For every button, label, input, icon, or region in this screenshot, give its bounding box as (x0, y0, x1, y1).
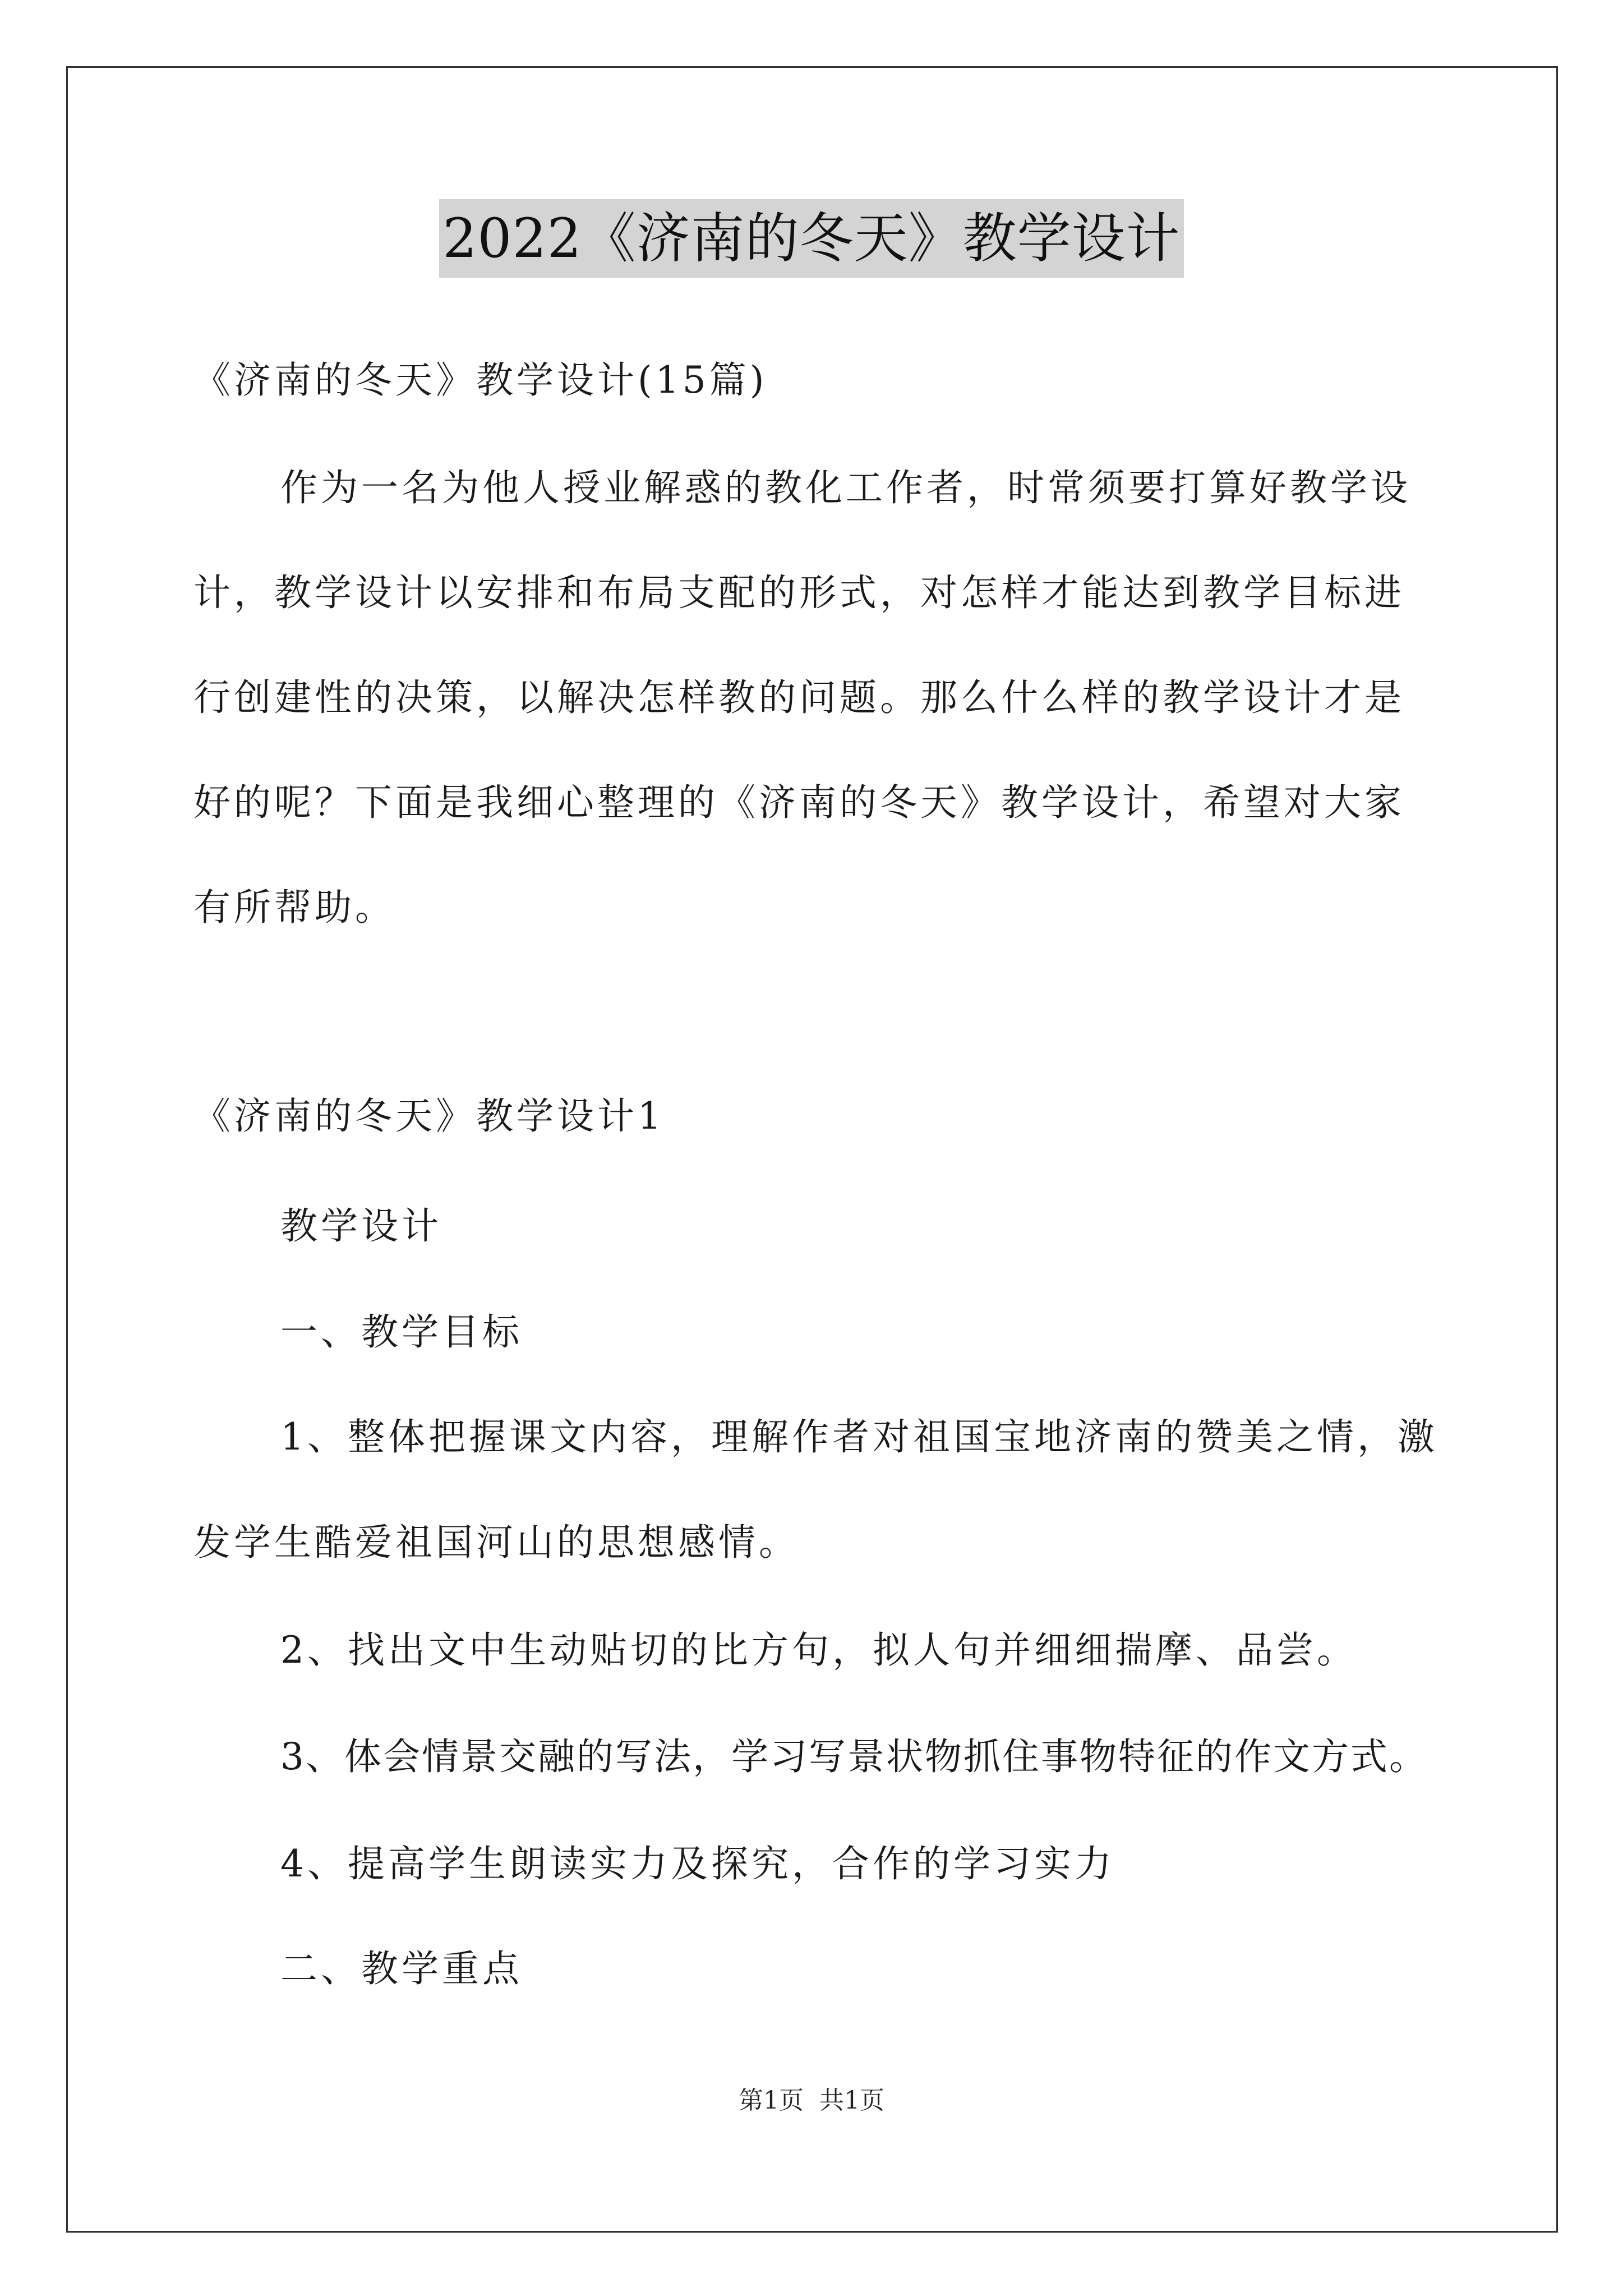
intro-line-5: 有所帮助。 (193, 886, 395, 929)
sub-heading: 教学设计 (280, 1204, 442, 1248)
page-number-total: 共1页 (819, 2086, 884, 2115)
goal-1-line-1: 1、整体把握课文内容，理解作者对祖国宝地济南的赞美之情，激 (280, 1415, 1438, 1458)
goal-2: 2、找出文中生动贴切的比方句，拟人句并细细揣摩、品尝。 (280, 1628, 1357, 1672)
goal-1-line-2: 发学生酷爱祖国河山的思想感情。 (193, 1521, 799, 1564)
document-subtitle: 《济南的冬天》教学设计(15篇) (193, 358, 768, 402)
intro-line-4: 好的呢？下面是我细心整理的《济南的冬天》教学设计，希望对大家 (193, 781, 1405, 824)
document-title: 2022《济南的冬天》教学设计 (439, 199, 1183, 278)
title-container (0, 199, 1623, 278)
page-footer (0, 2084, 1623, 2118)
section-heading: 《济南的冬天》教学设计1 (193, 1094, 665, 1138)
goal-heading: 一、教学目标 (280, 1310, 523, 1354)
goal-4: 4、提高学生朗读实力及探究，合作的学习实力 (280, 1842, 1115, 1885)
goal-3: 3、体会情景交融的写法，学习写景状物抓住事物特征的作文方式。 (280, 1735, 1428, 1778)
intro-line-1: 作为一名为他人授业解惑的教化工作者，时常须要打算好教学设 (280, 466, 1411, 509)
intro-line-3: 行创建性的决策，以解决怎样教的问题。那么什么样的教学设计才是 (193, 676, 1405, 719)
intro-line-2: 计，教学设计以安排和布局支配的形式，对怎样才能达到教学目标进 (193, 571, 1405, 614)
page-number-current: 第1页 (739, 2086, 804, 2115)
key-heading: 二、教学重点 (280, 1947, 523, 1990)
